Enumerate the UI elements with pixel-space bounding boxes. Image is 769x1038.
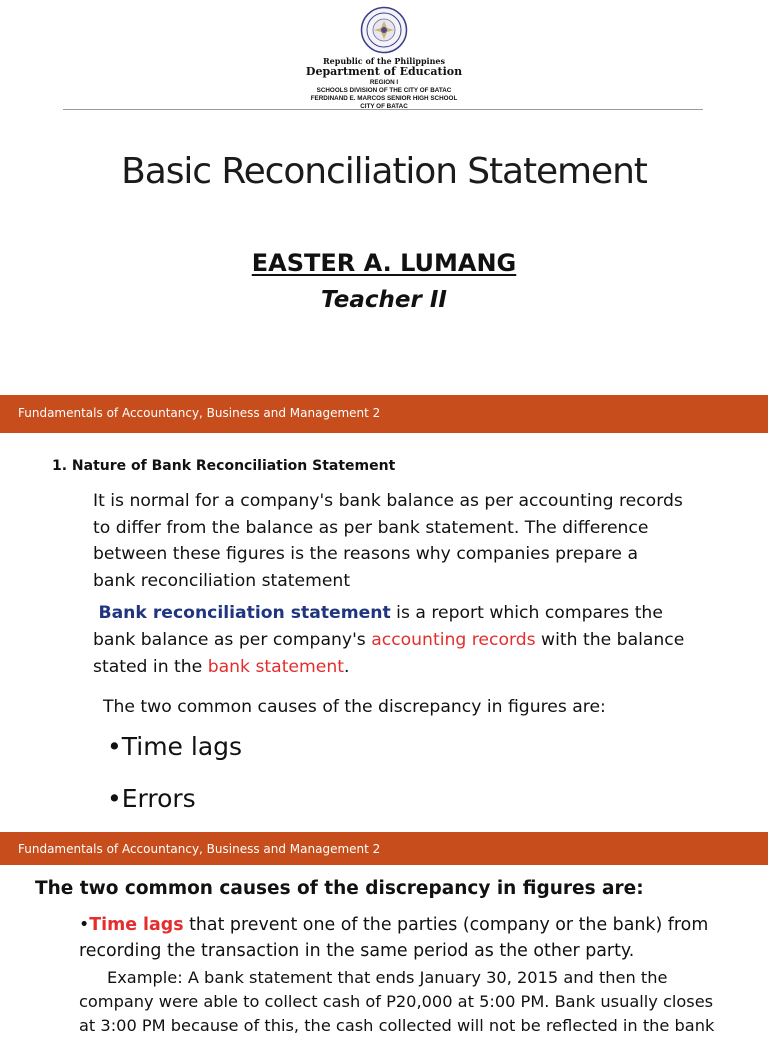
bank-statement-highlight: bank statement	[207, 657, 344, 677]
bullet-time-lags: •Time lags	[107, 732, 243, 761]
bullet-errors: •Errors	[107, 784, 196, 813]
header-school: FERDINAND E. MARCOS SENIOR HIGH SCHOOL	[310, 95, 458, 102]
time-lags-text: that prevent one of the parties (company or the bank) from	[183, 915, 709, 935]
course-banner: Fundamentals of Accountancy, Business and Management 2	[0, 395, 768, 433]
example-line: at 3:00 PM because of this, the cash collected will not be reflected in the bank	[79, 1016, 715, 1035]
definition-term: Bank reconciliation statement	[98, 603, 391, 623]
causes-slide	[0, 826, 768, 1035]
time-lags-line-1	[79, 912, 759, 938]
title-slide	[0, 0, 768, 366]
course-banner: Fundamentals of Accountancy, Business and Management 2	[0, 832, 768, 865]
definition-line-3	[93, 654, 753, 681]
causes-heading: The two common causes of the discrepancy in figures are:	[35, 878, 644, 899]
definition-line-2	[93, 627, 753, 654]
causes-intro: The two common causes of the discrepancy in figures are:	[103, 697, 606, 717]
example-line: Example: A bank statement that ends January 30, 2015 and then the	[107, 968, 668, 987]
nature-slide	[0, 366, 768, 826]
header-division: SCHOOLS DIVISION OF THE CITY OF BATAC	[316, 87, 452, 94]
author-role: Teacher II	[321, 287, 447, 313]
example-line: company were able to collect cash of P20,000 at 5:00 PM. Bank usually closes	[79, 992, 714, 1011]
header-region: REGION I	[369, 79, 399, 86]
definition-text: is a report which compares the	[390, 603, 663, 623]
header-department: Department of Education	[305, 65, 463, 78]
definition-paragraph	[93, 600, 753, 681]
time-lags-line-2: recording the transaction in the same period as the other party.	[79, 941, 635, 961]
header-republic: Republic of the Philippines	[322, 56, 445, 66]
definition-text: bank balance as per company's	[93, 630, 372, 650]
time-lags-paragraph	[79, 912, 759, 964]
paragraph-line: to differ from the balance as per bank statement. The difference	[93, 517, 649, 538]
author-name: EASTER A. LUMANG	[251, 249, 517, 277]
example-paragraph	[79, 966, 769, 1038]
definition-line-1	[93, 600, 753, 627]
definition-text: with the balance	[535, 630, 685, 650]
paragraph-line: between these figures is the reasons why companies prepare a	[93, 544, 639, 564]
deped-seal-icon	[360, 6, 408, 54]
definition-text: stated in the	[93, 657, 208, 677]
accounting-records-highlight: accounting records	[371, 630, 536, 650]
intro-paragraph	[93, 488, 753, 594]
header-divider	[63, 109, 703, 110]
slide-title: Basic Reconciliation Statement	[121, 151, 647, 192]
paragraph-line: It is normal for a company's bank balance as per accounting records	[93, 491, 683, 511]
time-lags-term: Time lags	[89, 915, 184, 935]
definition-text: .	[343, 657, 350, 677]
header-city: CITY OF BATAC	[360, 103, 408, 110]
paragraph-line: bank reconciliation statement	[93, 570, 351, 591]
bullet-glyph: •	[79, 915, 90, 935]
section-heading: 1. Nature of Bank Reconciliation Statement	[52, 458, 396, 474]
